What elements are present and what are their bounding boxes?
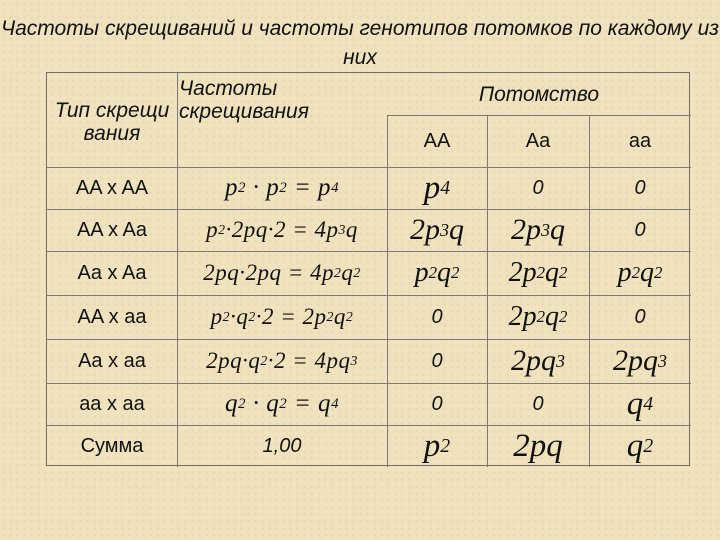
row-4-AA: 0 (431, 305, 443, 328)
row-3-AA: p 2 q 2 (414, 257, 460, 288)
row-3-frequency: 2pq·2pq = 4p 2 q 2 (203, 260, 361, 285)
row-6-AA: 0 (431, 392, 443, 415)
genotype-table (46, 72, 690, 466)
row-3-Aa: 2p 2 q 2 (508, 257, 568, 288)
row-sum-Aa: 2pq (513, 427, 563, 464)
row-sum-type: Сумма (80, 434, 144, 457)
row-1-aa: 0 (634, 176, 646, 199)
row-6-aa: q 4 (626, 385, 654, 422)
row-2-frequency: p 2 ·2pq·2 = 4p 3 q (206, 217, 358, 242)
row-6-frequency: q 2 · q 2 = q 4 (224, 390, 340, 417)
row-2-Aa: 2p 3 q (511, 213, 565, 246)
row-2-aa: 0 (634, 218, 646, 241)
row-sum-AA: p 2 (423, 427, 451, 464)
row-sum-aa: q 2 (626, 427, 654, 464)
row-5-frequency: 2pq·q 2 ·2 = 4pq 3 (206, 348, 358, 373)
row-6-Aa: 0 (532, 392, 544, 415)
row-5-AA: 0 (431, 349, 443, 372)
row-2-type: AA x Aa (76, 218, 148, 241)
row-3-type: Aa x Aa (77, 261, 147, 284)
row-sum-frequency: 1,00 (262, 434, 302, 457)
page-title: Частоты скрещиваний и частоты генотипов потомков по каждому из них (0, 17, 720, 69)
header-genotype-AA: AA (423, 129, 451, 152)
row-1-Aa: 0 (532, 176, 544, 199)
row-1-type: AA x AA (75, 176, 149, 199)
row-5-aa: 2pq 3 (613, 344, 667, 377)
header-genotype-aa: aa (628, 129, 652, 152)
row-5-Aa: 2pq 3 (511, 344, 565, 377)
row-6-type: aa x aa (79, 392, 145, 415)
header-cross-type: Тип скрещивания (54, 99, 170, 145)
header-offspring: Потомство (478, 82, 600, 106)
row-4-Aa: 2p 2 q 2 (508, 301, 568, 332)
header-cross-frequency: Частоты скрещивания (179, 77, 309, 123)
row-1-frequency: p 2 · p 2 = p 4 (224, 174, 340, 201)
row-4-type: AA x aa (77, 305, 147, 328)
header-genotype-Aa: Aa (525, 129, 551, 152)
row-3-aa: p 2 q 2 (617, 257, 663, 288)
row-1-AA: p 4 (423, 169, 451, 206)
row-4-frequency: p 2 ·q 2 ·2 = 2p 2 q 2 (210, 304, 354, 329)
row-4-aa: 0 (634, 305, 646, 328)
row-2-AA: 2p 3 q (410, 213, 464, 246)
row-5-type: Aa x aa (78, 349, 146, 372)
